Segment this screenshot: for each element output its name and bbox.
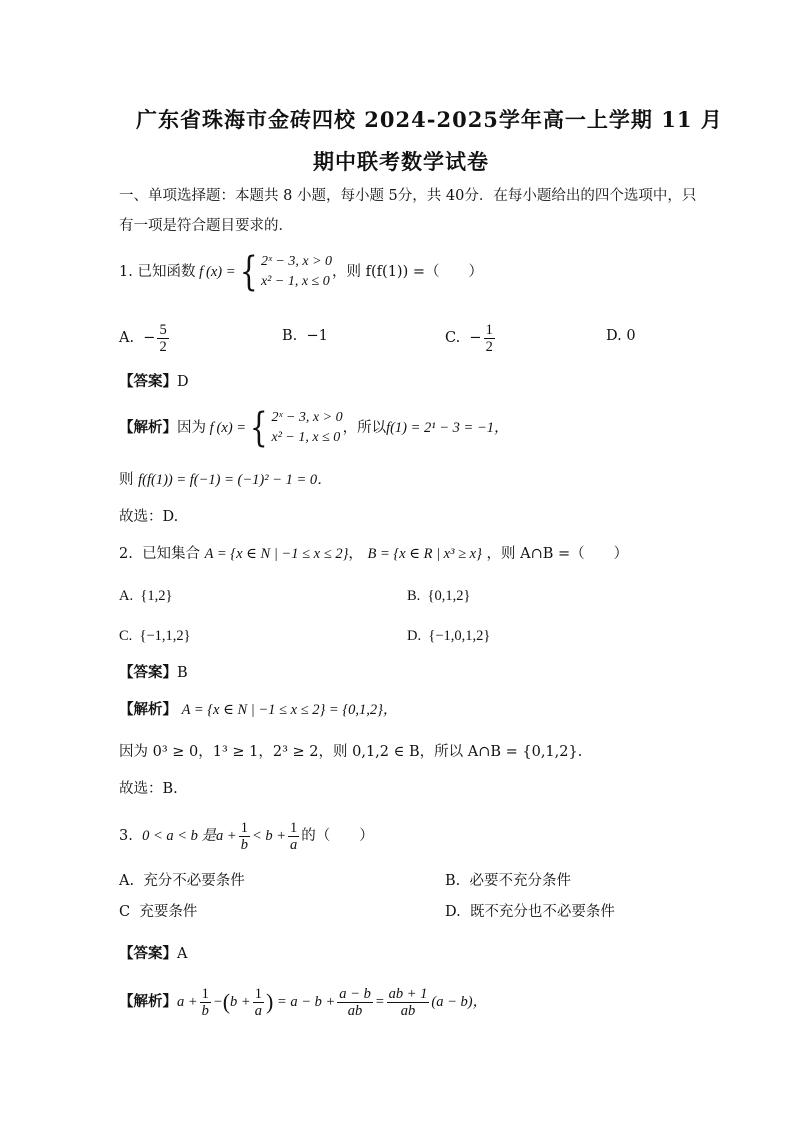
- option-value: 0: [626, 328, 636, 344]
- answer-line-3: [119, 944, 187, 964]
- option-c: C. − $\frac{1}{2}$: [445, 321, 493, 355]
- answer-value: D: [177, 374, 189, 390]
- analysis-text: ，所以: [342, 420, 387, 436]
- question-prefix: 已知集合: [142, 546, 201, 562]
- answer-line-1: [119, 372, 189, 392]
- option-label: C.: [445, 330, 461, 346]
- analysis-3-line1: 【解析】 a + $\frac{1}{b}$ − ( b + $\frac{1}{a}$ ) = a − b + $\frac{a - b}{ab}$ = $\frac{ab + 1}{ab}$ (a − b)，: [119, 985, 488, 1019]
- option-d: [445, 902, 615, 922]
- set-b: B = {x ∈ R | x³ ≥ x}: [367, 546, 482, 562]
- page-title-line2: 期中联考数学试卷: [313, 149, 489, 174]
- analysis-tag: 【解析】: [119, 993, 177, 1010]
- question-tail: ，则 f(f(1)) =（ ）: [332, 264, 483, 280]
- option-d: [606, 326, 636, 346]
- analysis-tag: 【解析】: [119, 701, 177, 718]
- case-line: x² − 1, x ≤ 0: [260, 274, 330, 289]
- question-tail: ，则 A∩B =（ ）: [486, 546, 629, 562]
- fraction: $\frac{1}{a}$: [290, 819, 298, 853]
- fraction: $\frac{1}{a}$: [254, 985, 262, 1019]
- set-a: A = {x ∈ N | −1 ≤ x ≤ 2}: [204, 546, 349, 562]
- analysis-equation: A = {x ∈ N | −1 ≤ x ≤ 2} = {0,1,2}，: [181, 702, 398, 718]
- case-line: 2ˣ − 3, x > 0: [260, 254, 333, 269]
- option-a: [119, 586, 172, 606]
- option-label: A.: [119, 330, 135, 346]
- option-c: [119, 626, 191, 646]
- case-line: x² − 1, x ≤ 0: [271, 430, 341, 445]
- option-b: [407, 586, 470, 606]
- option-label: C.: [119, 628, 133, 644]
- question-2-stem: 2. 已知集合 A = {x ∈ N | −1 ≤ x ≤ 2}， B = {x ∈ R | x³ ≥ x} ，则 A∩B =（ ）: [119, 546, 629, 562]
- analysis-1-line1: 【解析】 因为 f (x) = { 2ˣ − 3, x > 0 x² − 1, x ≤ 0 ，所以 f(1) = 2¹ − 3 = −1，: [119, 405, 509, 451]
- option-d: [407, 626, 490, 646]
- analysis-text: 因为: [177, 420, 206, 436]
- option-label: D.: [606, 328, 622, 344]
- fraction: $\frac{1}{b}$: [201, 985, 209, 1019]
- page-title-line1: 广东省珠海市金砖四校 2024-2025学年高一上学期 11 月: [136, 107, 723, 132]
- option-label: A.: [119, 873, 135, 889]
- option-label: D.: [407, 628, 422, 644]
- stem-text: 0 < a < b 是: [142, 828, 217, 844]
- option-b: [282, 326, 328, 346]
- answer-value: A: [177, 946, 188, 962]
- analysis-equation: (a − b)，: [431, 994, 488, 1010]
- analysis-equation: f(1) = 2¹ − 3 = −1，: [386, 420, 509, 436]
- analysis-equation: f(f(1)) = f(−1) = (−1)² − 1 = 0．: [138, 472, 332, 488]
- question-prefix: 已知函数: [137, 264, 196, 280]
- analysis-1-line2: [119, 470, 332, 490]
- piecewise-cases: [261, 252, 332, 292]
- option-value: 充要条件: [139, 904, 198, 920]
- analysis-text: 则: [119, 472, 134, 488]
- option-label: B.: [407, 588, 421, 604]
- option-value: 充分不必要条件: [143, 873, 245, 889]
- option-label: D.: [445, 904, 461, 920]
- option-value: {−1,1,2}: [139, 628, 191, 644]
- option-value: −1: [306, 328, 328, 344]
- analysis-2-line2: 因为 0³ ≥ 0，1³ ≥ 1，2³ ≥ 2，则 0,1,2 ∈ B，所以 A∩B = {0,1,2}.: [119, 744, 583, 760]
- question-number: 3.: [119, 828, 133, 844]
- option-value: 必要不充分条件: [469, 873, 571, 889]
- option-b: [445, 871, 571, 891]
- option-label: A.: [119, 588, 134, 604]
- fraction: $\frac{1}{b}$: [240, 819, 248, 853]
- answer-line-2: [119, 663, 188, 683]
- option-a: [119, 871, 245, 891]
- piecewise-cases: [272, 408, 343, 448]
- brace-icon: {: [249, 405, 268, 451]
- option-value: {−1,0,1,2}: [428, 628, 491, 644]
- option-label: B.: [282, 328, 298, 344]
- fraction: $\frac{a - b}{ab}$: [339, 985, 371, 1019]
- conclusion-2: 故选：B.: [119, 781, 178, 797]
- option-label: B.: [445, 873, 461, 889]
- case-line: 2ˣ − 3, x > 0: [271, 410, 343, 425]
- option-value: {0,1,2}: [427, 588, 471, 604]
- question-number: 2.: [119, 546, 133, 562]
- option-c: [119, 902, 197, 922]
- conclusion-1: 故选：D.: [119, 509, 179, 525]
- option-value: {1,2}: [140, 588, 173, 604]
- option-value-fraction: $\frac{5}{2}$: [159, 321, 167, 355]
- question-1-stem: 1. 已知函数 f (x) = { 2ˣ − 3, x > 0 x² − 1, x ≤ 0 ，则 f(f(1)) =（ ）: [119, 249, 483, 295]
- question-3-stem: 3. 0 < a < b 是 a + $\frac{1}{b}$ < b + $\frac{1}{a}$ 的（ ）: [119, 819, 374, 853]
- option-value: 既不充分也不必要条件: [469, 904, 615, 920]
- section-heading-line2: 有一项是符合题目要求的．: [119, 218, 293, 234]
- brace-icon: {: [239, 249, 258, 295]
- answer-tag: 【答案】: [119, 373, 177, 390]
- answer-tag: 【答案】: [119, 945, 177, 962]
- answer-value: B: [177, 665, 188, 681]
- stem-text: 的（ ）: [301, 828, 374, 844]
- option-a: A. − $\frac{5}{2}$: [119, 321, 167, 355]
- analysis-2-line1: [119, 700, 397, 720]
- option-value-fraction: $\frac{1}{2}$: [485, 321, 493, 355]
- fraction: $\frac{ab + 1}{ab}$: [388, 985, 428, 1019]
- answer-tag: 【答案】: [119, 664, 177, 681]
- option-label: C: [119, 904, 131, 920]
- section-heading-line1: 一、单项选择题：本题共 8 小题，每小题 5分，共 40分．在每小题给出的四个选项中，只: [119, 188, 697, 204]
- analysis-tag: 【解析】: [119, 419, 177, 436]
- question-number: 1.: [119, 264, 133, 280]
